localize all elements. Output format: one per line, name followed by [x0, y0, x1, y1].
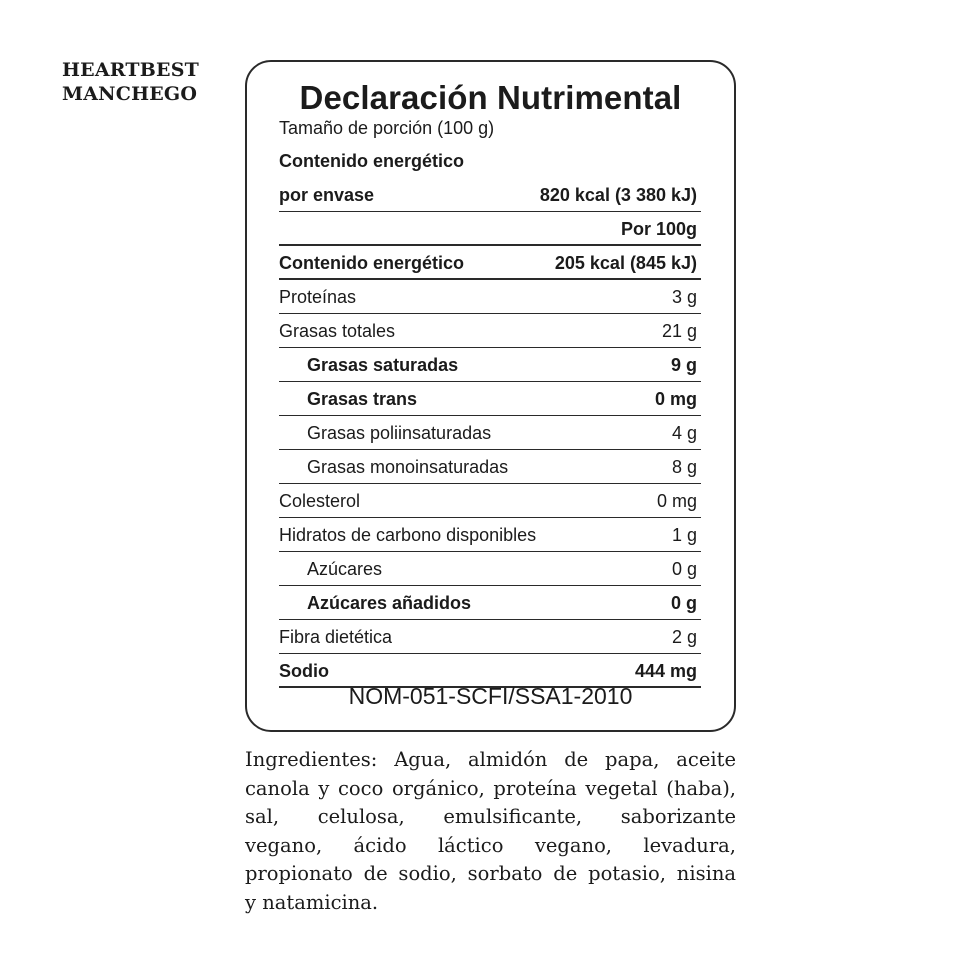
nutrient-label: Contenido energético	[279, 253, 465, 273]
ingredients-line: sal, celulosa, emulsificante, saborizante	[245, 805, 736, 829]
table-row	[279, 620, 701, 654]
nutrient-value: 0 mg	[654, 389, 697, 409]
ingredients-line: vegano, ácido láctico vegano, levadura,	[245, 833, 736, 857]
energy-heading: Contenido energético	[279, 151, 465, 171]
nutrient-label: Grasas trans	[307, 389, 418, 409]
brand-name	[62, 58, 199, 106]
nutrient-value: 0 g	[670, 593, 697, 613]
nutrient-label: Proteínas	[279, 287, 357, 307]
per-package-row	[279, 178, 701, 212]
brand-line-1: HEARTBEST	[62, 59, 199, 81]
per-100-heading: Por 100g	[620, 219, 697, 239]
per-package-label: por envase	[279, 185, 375, 205]
nutrient-value: 3 g	[671, 287, 697, 307]
ingredients-line: canola y coco orgánico, proteína vegetal (haba),	[245, 776, 736, 800]
nutrient-value: 8 g	[671, 457, 697, 477]
table-row	[279, 314, 701, 348]
panel-title: Declaración Nutrimental	[299, 79, 682, 116]
table-row	[279, 416, 701, 450]
table-row	[279, 518, 701, 552]
table-row	[279, 348, 701, 382]
nutrient-value: 9 g	[670, 355, 697, 375]
table-row	[279, 280, 701, 314]
nutrient-value: 0 mg	[656, 491, 697, 511]
brand-line-2: MANCHEGO	[62, 83, 198, 105]
table-row	[279, 246, 701, 280]
nutrient-label: Sodio	[279, 661, 329, 681]
nutrition-table	[279, 144, 701, 688]
nutrition-facts-panel	[245, 60, 736, 732]
nutrient-value: 444 mg	[634, 661, 697, 681]
energy-heading-row	[279, 144, 701, 178]
table-row	[279, 450, 701, 484]
nutrient-value: 1 g	[671, 525, 697, 545]
nutrient-value: 4 g	[671, 423, 697, 443]
per-100-heading-row	[279, 212, 701, 246]
nutrient-label: Grasas totales	[279, 321, 396, 341]
nutrient-label: Colesterol	[279, 491, 361, 511]
table-row	[279, 484, 701, 518]
ingredients-line: y natamicina.	[245, 890, 379, 914]
ingredients-line: Ingredientes: Agua, almidón de papa, aceite	[245, 748, 736, 771]
nutrient-value: 2 g	[671, 627, 697, 647]
nutrient-label: Fibra dietética	[279, 627, 393, 647]
nutrient-label: Grasas saturadas	[307, 355, 459, 375]
ingredients-line: propionato de sodio, sorbato de potasio, nisina	[245, 862, 736, 886]
nutrient-label: Azúcares añadidos	[307, 593, 472, 613]
nutrient-value: 205 kcal (845 kJ)	[554, 253, 697, 273]
nutrient-label: Azúcares	[307, 559, 383, 579]
nutrient-label: Grasas monoinsaturadas	[307, 457, 509, 477]
nutrient-value: 21 g	[661, 321, 697, 341]
table-row	[279, 552, 701, 586]
regulation-code: NOM-051-SCFI/SSA1-2010	[348, 683, 633, 709]
nutrient-label: Grasas poliinsaturadas	[307, 423, 492, 443]
serving-size: Tamaño de porción (100 g)	[279, 118, 495, 138]
table-row	[279, 586, 701, 620]
per-package-value: 820 kcal (3 380 kJ)	[539, 185, 697, 205]
table-row	[279, 382, 701, 416]
nutrient-value: 0 g	[671, 559, 697, 579]
ingredients-text	[245, 746, 736, 918]
nutrient-label: Hidratos de carbono disponibles	[279, 525, 537, 545]
